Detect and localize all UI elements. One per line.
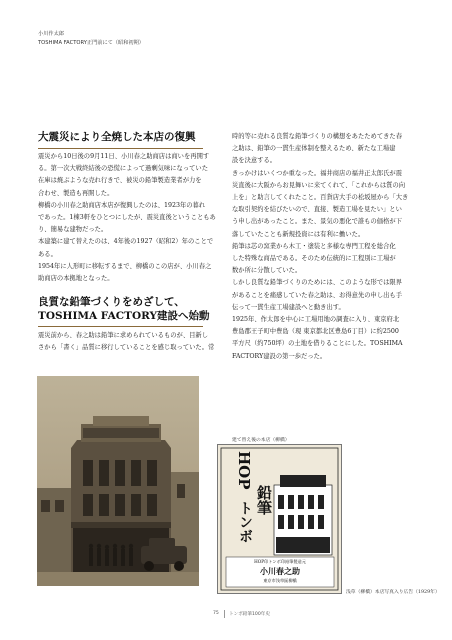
ad-hop-text: HOP (235, 451, 253, 490)
paragraph-line: した特殊な商品である。そのため伝統的に工程別に工場が (232, 255, 396, 263)
paragraph-line: ある。 (38, 250, 57, 258)
paragraph-line: 豊島郡王子町中豊島（現 東京都北区豊島6丁目）に約2500 (232, 328, 399, 336)
ad-tombow-text: トンボ (237, 501, 253, 543)
ad-maker-text: HOP印トンボ印鉛筆製造元 (254, 559, 306, 564)
store-building-photo (37, 376, 199, 586)
heading-rule-2 (38, 326, 203, 327)
ad-company-name: 小川春之助 (260, 566, 300, 576)
right-column-body (232, 131, 408, 363)
paragraph-line: る。第一次大戦終結後の恐慌によって過剰気味になっていた (38, 165, 209, 173)
paragraph-line: さから「書く」品質に移行していることを感じ取っていた。常 (38, 344, 215, 352)
footer-divider (224, 610, 225, 618)
section-heading-2-line1: 良質な鉛筆づくりをめざして、 (38, 296, 185, 308)
paragraph-line: 時的等に売れる良質な鉛筆づくりの構想をあたためてきた春 (232, 133, 403, 140)
section-heading-2-line2: TOSHIMA FACTORY建設へ始動 (38, 310, 210, 322)
paragraph-line: な取引契約を結びたいので、直接、製造工場を見たい」とい (232, 206, 402, 214)
paragraph-line: FACTORY建設の第一歩だった。 (232, 352, 327, 360)
paragraph-line: 鉛筆は芯の窯業から木工・塗装と多様な専門工程を総合化 (232, 242, 396, 250)
paragraph-line: 数か所に分散していた。 (232, 267, 302, 275)
paragraph-line: 1925年、作太郎を中心に工場用地の調査に入り、東京府北 (232, 316, 400, 324)
paragraph-line: 災直後に大阪からお見舞いに来てくれて、「これからは質の向 (232, 181, 406, 189)
book-title: トンボ鉛筆100年史 (229, 612, 270, 617)
caption-name: 小川作太郎 (38, 31, 64, 37)
paragraph-line: であった。1棟3軒をひとつにしたが、震災直後ということもあ (38, 214, 216, 222)
paragraph-line: 上を」と助言してくれたこと。百貨店大手の松坂屋から「大き (232, 194, 409, 202)
paragraph-line: 設を決意する。 (232, 157, 277, 165)
store-advertisement-image (217, 444, 342, 594)
ad-pencil-text: 鉛筆 (255, 485, 273, 515)
section1-body (38, 151, 216, 285)
paragraph-line: 本建築に建て替えたのは、4年後の1927（昭和2）年のことで (38, 238, 214, 246)
section-heading-1: 大震災により全焼した本店の復興 (38, 131, 196, 143)
paragraph-line: 平方尺（約750坪）の土地を借りることにした。TOSHIMA (232, 340, 403, 348)
section-heading-2 (38, 295, 210, 323)
ad-address-text: 東京市浅草區柳橋 (263, 578, 297, 583)
paragraph-line: 助商店の本拠地となった。 (38, 275, 114, 283)
paragraph-line: 柳橋の小川春之助商店本店が復興したのは、1923年の暮れ (38, 201, 206, 209)
photo2-caption: 浅草（柳橋）本店写真入り広告（1929年） (346, 590, 440, 595)
paragraph-line: り、簡易な建物だった。 (38, 226, 108, 234)
heading-rule-1 (38, 148, 203, 149)
paragraph-line: 之助は、鉛筆の一貫生産体制を整えるため、新たな工場建 (232, 145, 396, 153)
paragraph-line: 震災から10日後の9月11日、小川春之助商店は商いを再開す (38, 153, 210, 160)
paragraph-line: 在庫は焼ぶような売れ行きで、被災の鉛筆製造業者が力を (38, 177, 202, 185)
paragraph-line: 震災前から、春之助は鉛筆に求められているものが、目新し (38, 332, 209, 339)
paragraph-line: しかし良質な鉛筆づくりのためには、このような形では限界 (232, 279, 403, 287)
paragraph-line: う申し出があったこと。また、景気の悪化で誰もの価格が下 (232, 218, 402, 226)
paragraph-line: 伝って一貫生産工場建設へと動き出す。 (232, 303, 345, 311)
paragraph-line: があることを痛感していた春之助は、お得意先の申し出も手 (232, 291, 403, 299)
page-number: 75 (213, 611, 219, 616)
paragraph-line: きっかけはいくつか重なった。福井商店の福井正太郎氏が震 (232, 169, 403, 177)
caption-desc: TOSHIMA FACTORY正門前にて（昭和初期） (38, 40, 144, 46)
paragraph-line: 落していたことも新規投資には有利に働いた。 (232, 230, 365, 238)
photo-caption-top (38, 30, 144, 48)
paragraph-line: 1954年に人形町に移転するまで、柳橋のこの店が、小川春之 (38, 262, 212, 270)
photo1-caption: 建て替え後の本店（柳橋） (232, 438, 290, 443)
paragraph-line: 合わせ、製造も再開した。 (38, 189, 114, 197)
section2-body (38, 330, 214, 354)
